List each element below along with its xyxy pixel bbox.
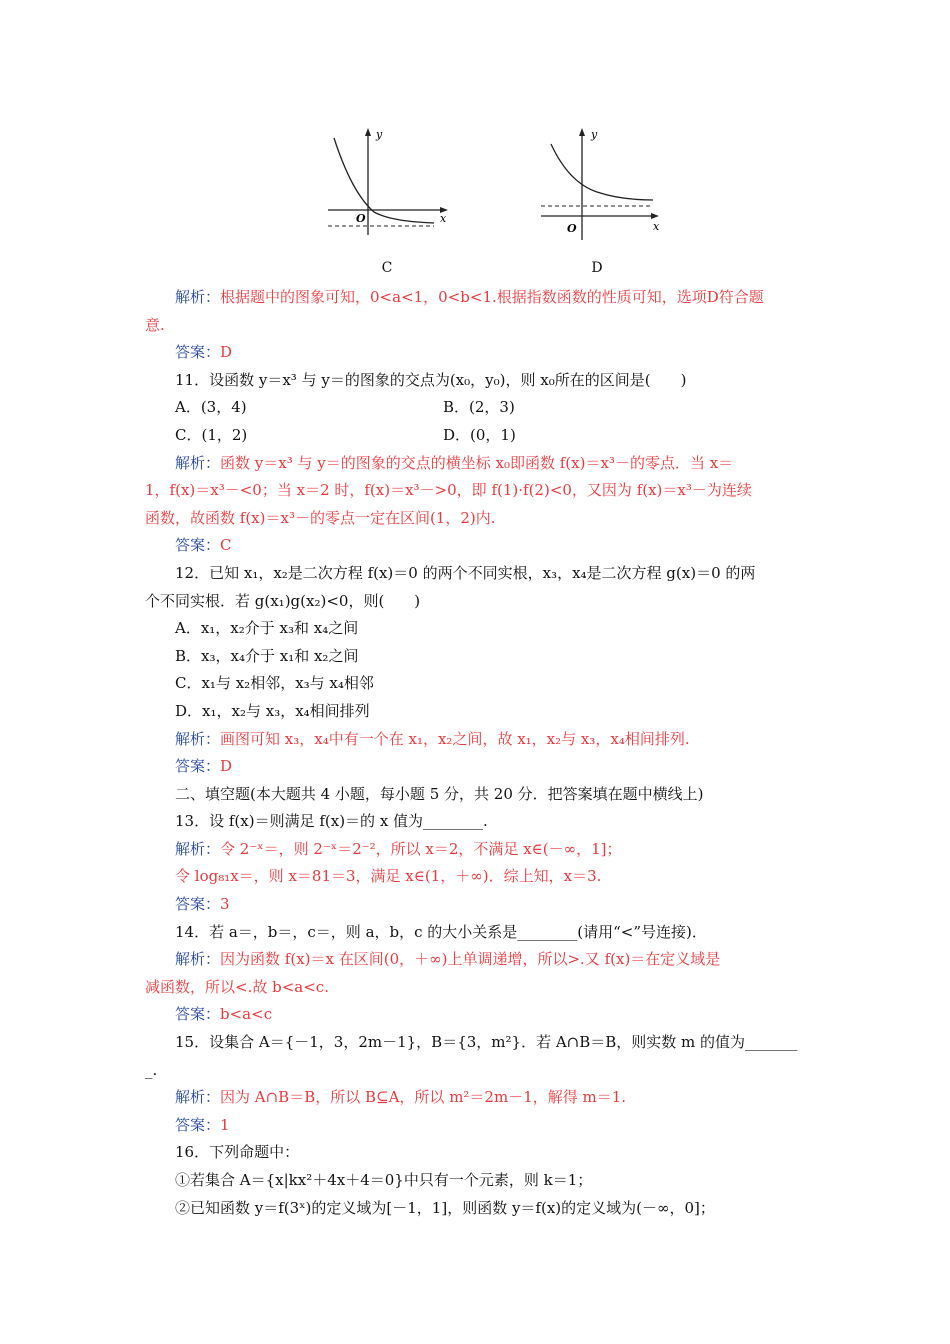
text-line	[145, 1001, 813, 1029]
text-line	[145, 394, 813, 422]
text-run: _.	[145, 1060, 158, 1079]
graph-c	[322, 120, 452, 240]
text-line	[145, 588, 813, 616]
analysis-label: 解析：	[175, 729, 221, 748]
text-run: 14．若 a＝，b＝，c＝，则 a，b，c 的大小关系是________(请用“<”号连接)．	[175, 922, 707, 941]
text-run: 函数 y＝x³ 与 y＝的图象的交点的横坐标 x₀即函数 f(x)＝x³－的零点．当 x＝	[220, 453, 734, 472]
text-line	[145, 863, 813, 891]
text-line	[145, 1167, 813, 1195]
text-line	[145, 1084, 813, 1112]
text-line	[145, 946, 813, 974]
text-run: 函数，故函数 f(x)＝x³－的零点一定在区间(1，2)内.	[145, 508, 496, 527]
text-run: 因为函数 f(x)＝x 在区间(0，＋∞)上单调递增，所以>.又 f(x)＝在定义域是	[220, 950, 721, 969]
text-line	[145, 422, 813, 450]
text-run: B．x₃，x₄介于 x₁和 x₂之间	[175, 646, 359, 665]
text-line	[145, 643, 813, 671]
answer-value: b<a<c	[220, 1005, 273, 1024]
text-line	[145, 477, 813, 505]
text-line	[145, 974, 813, 1002]
text-run: 12．已知 x₁，x₂是二次方程 f(x)＝0 的两个不同实根，x₃，x₄是二次方程 g(x)＝0 的两	[175, 563, 756, 582]
text-run: 令 2⁻ˣ＝，则 2⁻ˣ＝2⁻²，所以 x＝2，不满足 x∈(－∞，1]；	[220, 839, 622, 858]
text-line	[145, 367, 813, 395]
text-line	[145, 1139, 813, 1167]
text-run: 16．下列命题中：	[175, 1143, 300, 1162]
answer-value: D	[220, 343, 233, 362]
text-run: 15．设集合 A＝{－1，3，2m－1}，B＝{3，m²}．若 A∩B＝B，则实数 m 的值为_______	[175, 1033, 798, 1052]
answer-label: 答案：	[175, 1005, 221, 1024]
text-line	[145, 284, 813, 312]
text-run: D．x₁，x₂与 x₃，x₄相间排列	[175, 701, 370, 720]
text-run: 画图可知 x₃，x₄中有一个在 x₁，x₂之间，故 x₁，x₂与 x₃，x₄相间排列.	[220, 729, 690, 748]
answer-label: 答案：	[175, 1115, 221, 1134]
answer-label: 答案：	[175, 757, 221, 776]
text-line	[145, 1112, 813, 1140]
text-line	[145, 698, 813, 726]
text-run: A．(3，4)	[175, 398, 247, 417]
text-run: 因为 A∩B＝B，所以 B⊆A，所以 m²＝2m－1，解得 m＝1.	[220, 1088, 627, 1107]
text-run: C．x₁与 x₂相邻，x₃与 x₄相邻	[175, 674, 374, 693]
text-line	[145, 1057, 813, 1085]
text-line	[145, 891, 813, 919]
text-line	[145, 532, 813, 560]
answer-label: 答案：	[175, 536, 221, 555]
text-run: A．x₁，x₂介于 x₃和 x₄之间	[175, 619, 359, 638]
document-body	[145, 284, 813, 1222]
text-run: 意.	[145, 315, 165, 334]
answer-label: 答案：	[175, 895, 221, 914]
text-run: D．(0，1)	[443, 425, 516, 444]
text-line	[145, 919, 813, 947]
text-run: 11．设函数 y＝x³ 与 y＝的图象的交点为(x₀，y₀)，则 x₀所在的区间是( )	[175, 370, 687, 389]
text-run: 个不同实根．若 g(x₁)g(x₂)<0，则( )	[145, 591, 421, 610]
text-line	[145, 560, 813, 588]
text-line	[145, 726, 813, 754]
analysis-label: 解析：	[175, 950, 221, 969]
text-line	[145, 450, 813, 478]
figure-row	[0, 120, 950, 280]
analysis-label: 解析：	[175, 839, 221, 858]
text-run: 令 log₈₁x＝，则 x＝81＝3，满足 x∈(1，＋∞)．综上知，x＝3.	[175, 867, 602, 886]
text-run: C．(1，2)	[175, 425, 248, 444]
text-line	[145, 312, 813, 340]
answer-value: 3	[220, 895, 230, 914]
text-line	[145, 836, 813, 864]
axis-y-label: y	[591, 128, 598, 141]
graph-d	[535, 120, 665, 240]
axis-x-label: x	[653, 220, 660, 233]
text-line	[145, 753, 813, 781]
axis-x-label: x	[440, 212, 447, 225]
axis-y-label: y	[376, 128, 383, 141]
analysis-label: 解析：	[175, 453, 221, 472]
text-line	[145, 505, 813, 533]
analysis-label: 解析：	[175, 1088, 221, 1107]
answer-value: D	[220, 757, 233, 776]
figure-c-label: C	[381, 260, 393, 276]
answer-label: 答案：	[175, 343, 221, 362]
text-run: 根据题中的图象可知，0<a<1，0<b<1.根据指数函数的性质可知，选项D符合题	[220, 288, 764, 306]
origin-label: O	[567, 222, 577, 235]
text-run: 二、填空题(本大题共 4 小题，每小题 5 分，共 20 分．把答案填在题中横线上)	[175, 784, 704, 803]
origin-label: O	[356, 212, 366, 225]
text-line	[145, 781, 813, 809]
text-line	[145, 1195, 813, 1223]
text-run: ②已知函数 y＝f(3ˣ)的定义域为[－1，1]，则函数 y＝f(x)的定义域为(－∞，0]；	[175, 1198, 715, 1217]
text-run: 1，f(x)＝x³－<0；当 x＝2 时，f(x)＝x³－>0，即 f(1)·f(2)<0，又因为 f(x)＝x³－为连续	[145, 481, 752, 500]
text-line	[145, 615, 813, 643]
text-run: B．(2，3)	[443, 398, 515, 417]
answer-value: 1	[220, 1115, 230, 1134]
text-line	[145, 339, 813, 367]
analysis-label: 解析：	[175, 288, 221, 306]
text-run: 减函数，所以<.故 b<a<c.	[145, 977, 329, 996]
text-run: 13．设 f(x)＝则满足 f(x)＝的 x 值为________.	[175, 812, 488, 831]
text-run: ①若集合 A＝{x|kx²＋4x＋4＝0}中只有一个元素，则 k＝1；	[175, 1171, 593, 1189]
text-line	[145, 808, 813, 836]
figure-d-label: D	[591, 260, 603, 276]
answer-value: C	[220, 536, 232, 555]
text-line	[145, 670, 813, 698]
text-line	[145, 1029, 813, 1057]
